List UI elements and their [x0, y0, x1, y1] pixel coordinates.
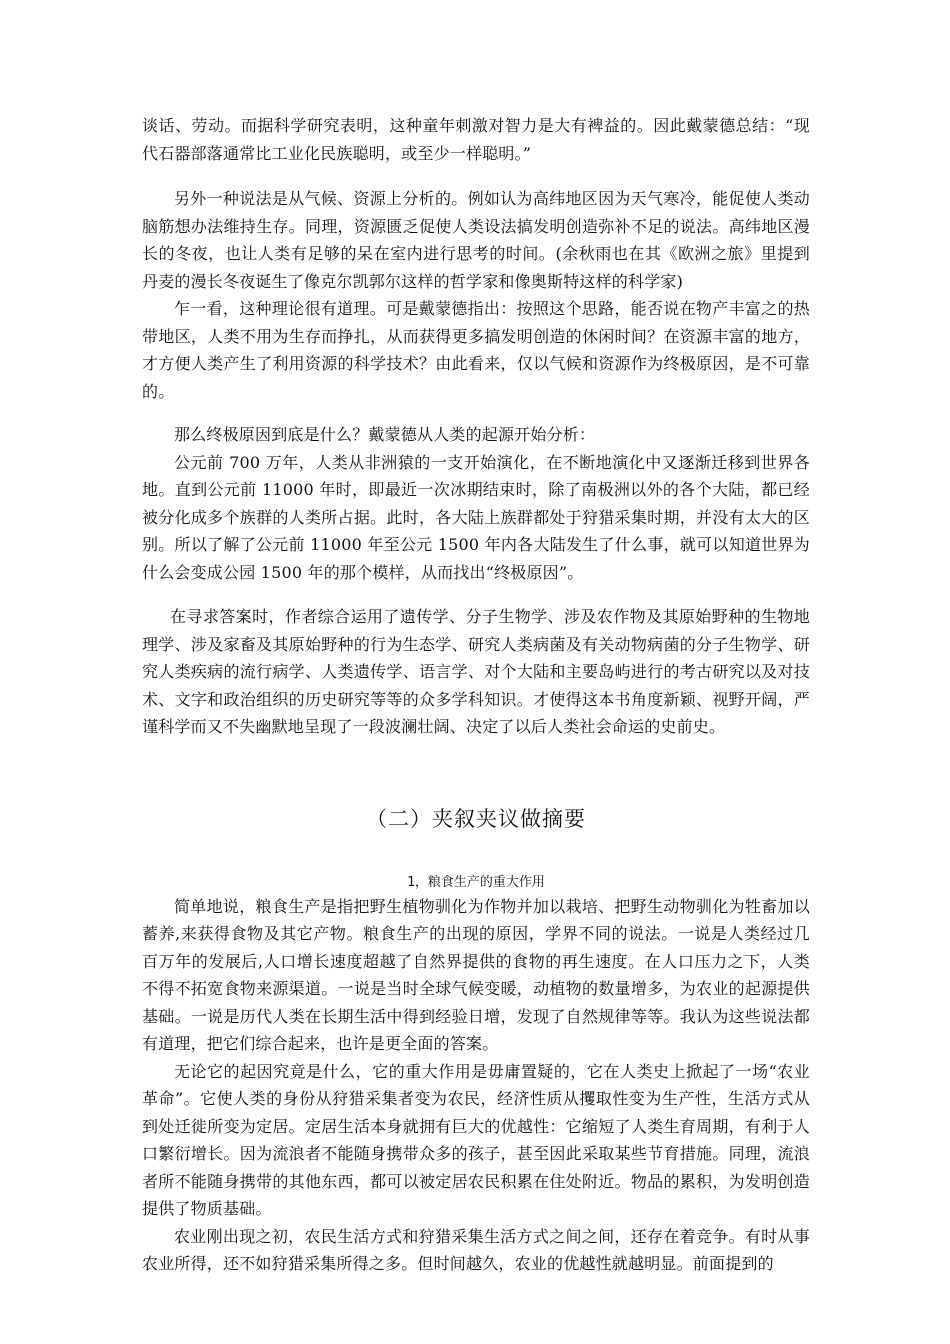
- paragraph-farming-vs-foraging: 农业刚出现之初，农民生活方式和狩猎采集生活方式之间之间，还存在着竞争。有时从事农业所得，还不如狩猎采集所得之多。但时间越久，农业的优越性就越明显。前面提到的: [142, 1226, 810, 1273]
- subsection-title: 1，粮食生产的重大作用: [407, 874, 545, 890]
- paragraph-agricultural-revolution: 无论它的起因究竟是什么，它的重大作用是毋庸置疑的，它在人类史上掀起了一场“农业革命”。它使人类的身份从狩猎采集者变为农民，经济性质从攫取性变为生产性，生活方式从到处迁徙所变为定居。定居生活本身就拥有巨大的优越性：它缩短了人类生育周期，有利于人口繁衍增长。因为流浪者不能随身携带众多的孩子，甚至因此采取某些节育措施。同理，流浪者所不能随身携带的其他东西，都可以被定居农民积累在住处附近。物品的累积，为发明创造提供了物质基础。: [142, 1061, 810, 1218]
- paragraph-climate-critique: 乍一看，这种理论很有道理。可是戴蒙德指出：按照这个思路，能否说在物产丰富之的热带地区，人类不用为生存而挣扎，从而获得更多搞发明创造的休闲时间？在资源丰富的地方，才方便人类产生了利用资源的科学技术？由此看来，仅以气候和资源作为终极原因，是不可靠的。: [142, 299, 810, 401]
- paragraph-human-origins: 公元前 700 万年，人类从非洲猿的一支开始演化，在不断地演化中又逐渐迁移到世界各地。直到公元前 11000 年时，即最近一次冰期结束时，除了南极洲以外的各个大陆，都已经被分化成多个族群的人类所占据。此时，各大陆上族群都处于狩猎采集时期，并没有太大的区别。所以了解了公元前 11000 年至公元 1500 年内各大陆发生了什么事，就可以知道世界为什么会变成公园 1500 年的那个模样，从而找出“终极原因”。: [142, 452, 810, 582]
- paragraph-climate-theory: 另外一种说法是从气候、资源上分析的。例如认为高纬地区因为天气寒冷，能促使人类动脑筋想办法维持生存。同理，资源匮乏促使人类设法搞发明创造弥补不足的说法。高纬地区漫长的冬夜，也让人类有足够的呆在室内进行思考的时间。(余秋雨也在其《欧洲之旅》里提到丹麦的漫长冬夜诞生了像克尔凯郭尔这样的哲学家和像奥斯特这样的科学家): [142, 189, 810, 291]
- document-page: [142, 112, 810, 1278]
- paragraph-intelligence-conclusion: 谈话、劳动。而据科学研究表明，这种童年刺激对智力是大有裨益的。因此戴蒙德总结：“现代石器部落通常比工业化民族聪明，或至少一样聪明。”: [142, 116, 810, 163]
- paragraph-food-production-definition: 简单地说，粮食生产是指把野生植物驯化为作物并加以栽培、把野生动物驯化为牲畜加以蓄养,来获得食物及其它产物。粮食生产的出现的原因，学界不同的说法。一说是人类经过几百万年的发展后,人口增长速度超越了自然界提供的食物的再生速度。在人口压力之下，人类不得不拓宽食物来源渠道。一说是当时全球气候变暖，动植物的数量增多，为农业的起源提供基础。一说是历代人类在长期生活中得到经验日增，发现了自然规律等等。我认为这些说法都有道理，把它们综合起来，也许是更全面的答案。: [142, 896, 810, 1053]
- paragraph-research-methods: 在寻求答案时，作者综合运用了遗传学、分子生物学、涉及农作物及其原始野种的生物地理学、涉及家畜及其原始野种的行为生态学、研究人类病菌及有关动物病菌的分子生物学、研究人类疾病的流行病学、人类遗传学、语言学、对个大陆和主要岛屿进行的考古研究以及对技术、文字和政治组织的历史研究等等的众多学科知识。才使得这本书角度新颖、视野开阔，严谨科学而又不失幽默地呈现了一段波澜壮阔、决定了以后人类社会命运的史前史。: [142, 607, 810, 736]
- section-title: （二）夹叙夹议做摘要: [366, 806, 586, 831]
- paragraph-ultimate-cause-question: 那么终极原因到底是什么？戴蒙德从人类的起源开始分析：: [174, 425, 596, 444]
